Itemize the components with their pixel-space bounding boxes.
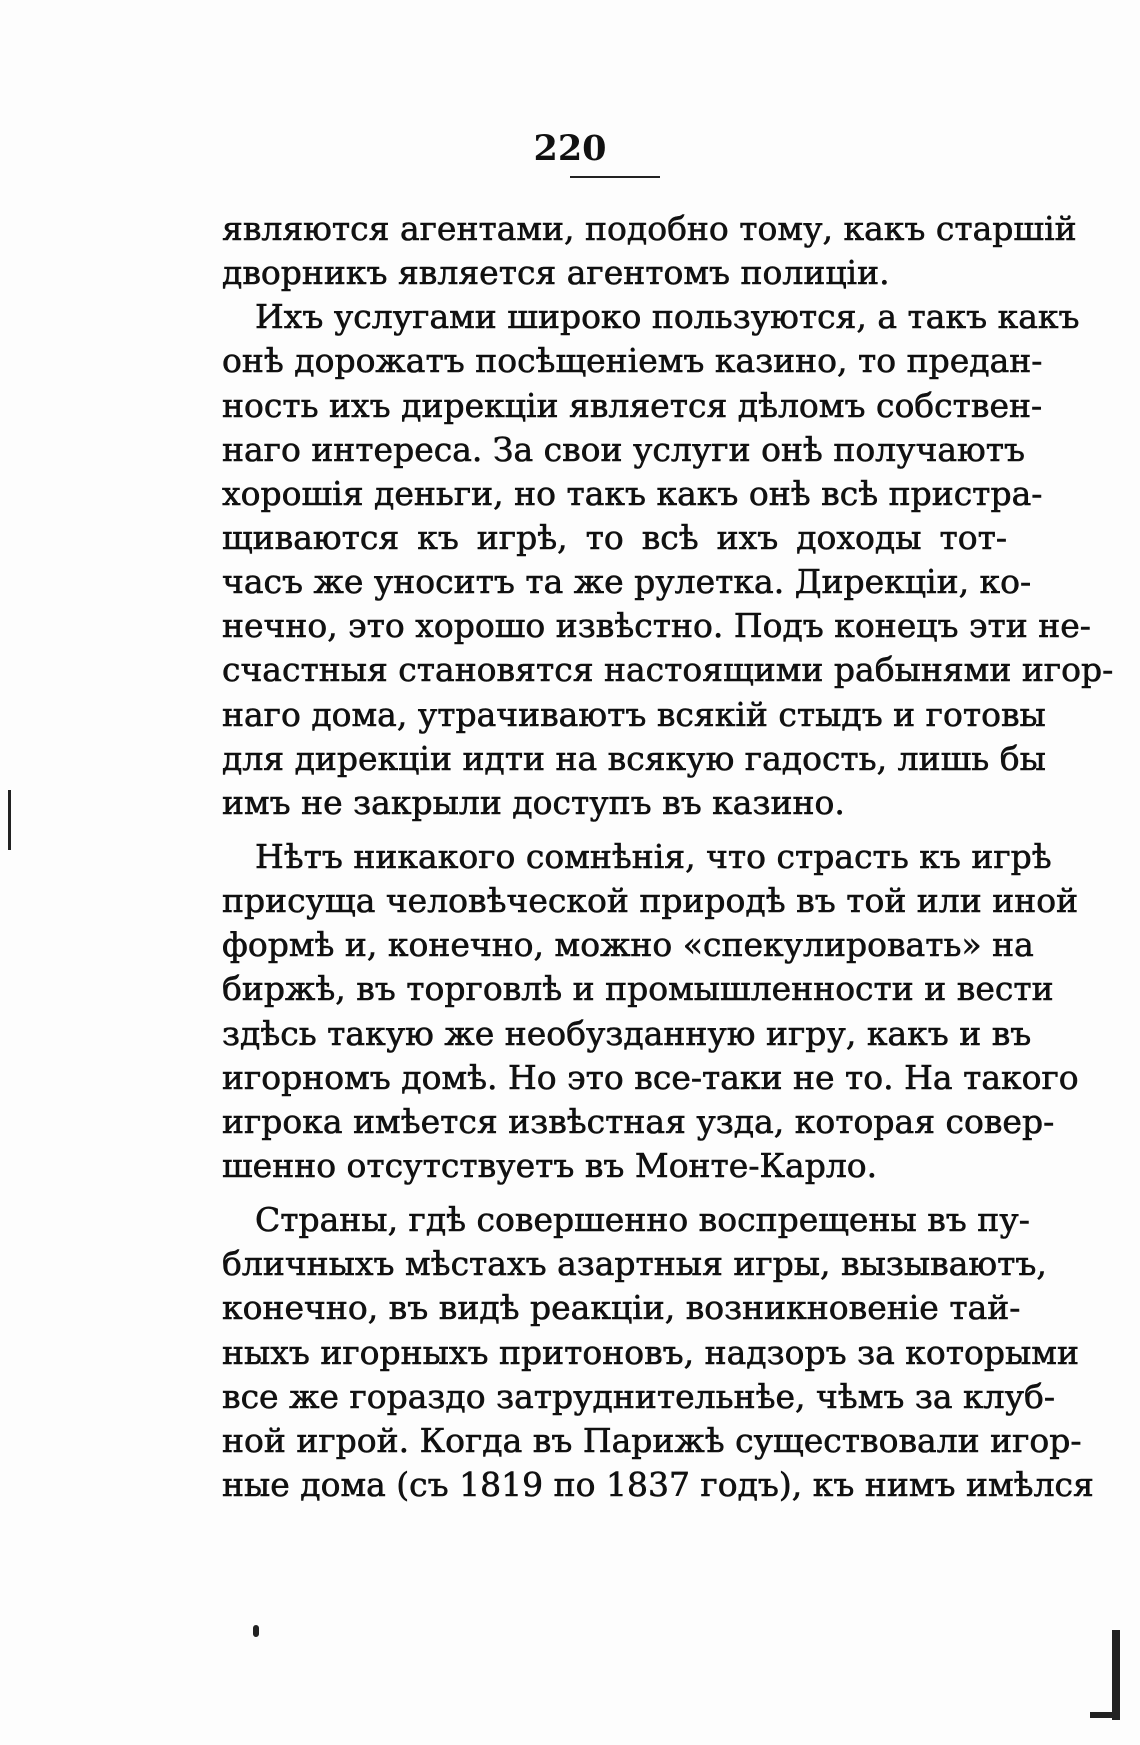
text-line: бличныхъ мѣстахъ азартныя игры, вызываютъ,	[222, 1244, 1047, 1284]
text-line: конечно, въ видѣ реакціи, возникновеніе тай-	[222, 1288, 1021, 1328]
text-line: формѣ и, конечно, можно «спекулировать» на	[222, 925, 1034, 965]
text-line: хорошія деньги, но такъ какъ онѣ всѣ пристра-	[222, 473, 1043, 513]
page-number: 220	[533, 128, 607, 169]
text-line: нечно, это хорошо извѣстно. Подъ конецъ эти не-	[222, 606, 1091, 646]
paragraph	[222, 835, 1079, 1188]
paragraph	[222, 1198, 1094, 1507]
text-line: игрока имѣется извѣстная узда, которая совер-	[222, 1101, 1055, 1141]
text-line: Нѣтъ никакого сомнѣнія, что страсть къ игрѣ	[255, 836, 1052, 876]
text-line: онѣ дорожатъ посѣщеніемъ казино, то предан-	[222, 341, 1043, 381]
text-line: биржѣ, въ торговлѣ и промышленности и вести	[222, 969, 1054, 1009]
scan-mark	[1090, 1712, 1120, 1718]
text-line: счастныя становятся настоящими рабынями игор-	[222, 650, 1114, 690]
page-number-rule	[570, 176, 660, 178]
scan-mark	[1112, 1630, 1120, 1720]
text-line: для дирекціи идти на всякую гадость, лишь бы	[222, 738, 1046, 778]
text-line: присуща человѣческой природѣ въ той или иной	[222, 881, 1079, 921]
paragraph-gap	[222, 1188, 1007, 1198]
text-line: ные дома (съ 1819 по 1837 годъ), къ нимъ имѣлся	[222, 1464, 1094, 1504]
text-line: являются агентами, подобно тому, какъ старшій	[222, 209, 1077, 248]
text-line: Ихъ услугами широко пользуются, а такъ какъ	[255, 297, 1080, 337]
body-text	[222, 207, 1114, 1507]
text-line: имъ не закрыли доступъ въ казино.	[222, 782, 845, 822]
text-line: здѣсь такую же необузданную игру, какъ и въ	[222, 1013, 1032, 1053]
paragraph	[222, 207, 1077, 295]
text-line: все же гораздо затруднительнѣе, чѣмъ за клуб-	[222, 1376, 1056, 1416]
text-line: ной игрой. Когда въ Парижѣ существовали игор-	[222, 1420, 1082, 1460]
text-line: щиваются къ игрѣ, то всѣ ихъ доходы тот-	[222, 517, 1007, 557]
text-line: ность ихъ дирекціи является дѣломъ собствен-	[222, 385, 1043, 425]
text-line: ныхъ игорныхъ притоновъ, надзоръ за которыми	[222, 1332, 1079, 1372]
text-line: наго интереса. За свои услуги онѣ получаютъ	[222, 429, 1026, 469]
text-line: дворникъ является агентомъ полиціи.	[222, 253, 890, 293]
text-line: шенно отсутствуетъ въ Монте-Карло.	[222, 1145, 878, 1185]
text-line: игорномъ домѣ. Но это все-таки не то. На такого	[222, 1057, 1079, 1097]
scan-mark	[253, 1625, 259, 1637]
text-line: Страны, гдѣ совершенно воспрещены въ пу-	[255, 1200, 1030, 1240]
scan-mark	[8, 790, 11, 850]
text-line: часъ же уноситъ та же рулетка. Дирекціи, ко-	[222, 562, 1032, 602]
paragraph	[222, 295, 1114, 825]
paragraph-gap	[222, 825, 1007, 835]
text-line: наго дома, утрачиваютъ всякій стыдъ и готовы	[222, 694, 1046, 734]
